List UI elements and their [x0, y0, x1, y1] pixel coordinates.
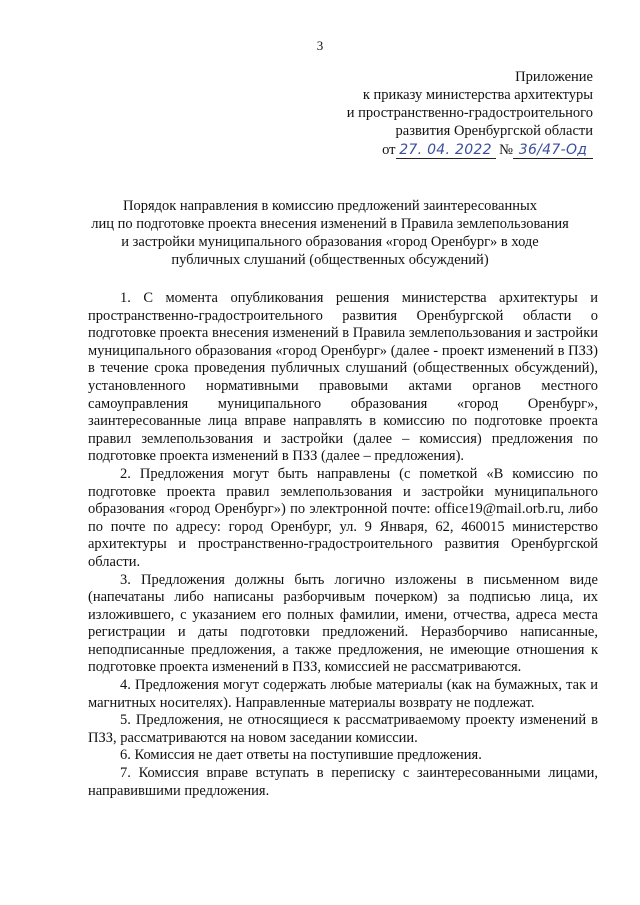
paragraph-1: 1. С момента опубликования решения министерства архитектуры и пространственно-градостроительного развития Оренбургской области о подготовке проекта внесения изменений в Правила землепользования и застройки муниципального образования «город Оренбург» (далее - проект изменений в ПЗЗ) в течение срока проведения публичных слушаний (общественных обсуждений), установленного нормативными правовыми актами органов местного самоуправления муниципального образования «город Оренбург», заинтересованные лица вправе направлять в комиссию по подготовке проекта правил землепользования и застройки (далее – комиссия) предложения по подготовке проекта изменений в ПЗЗ (далее – предложения). — [88, 290, 598, 465]
title-line-4: публичных слушаний (общественных обсуждений) — [171, 252, 489, 268]
paragraph-2: 2. Предложения могут быть направлены (с пометкой «В комиссию по подготовке проекта правил землепользования и застройки муниципального образования «город Оренбург») по электронной почте: office19@mail.orb.ru, либо по почте по адресу: город Оренбург, ул. 9 Января, 62, 460015 министерство архитектуры и пространственно-градостроительного развития Оренбургской области. — [88, 465, 598, 570]
appendix-line-1: Приложение — [515, 69, 593, 85]
appendix-line-4: развития Оренбургской области — [395, 123, 593, 139]
order-date: 27. 04. 2022 — [396, 143, 496, 159]
title-line-2: лиц по подготовке проекта внесения изменений в Правила землепользования — [91, 216, 569, 232]
paragraph-6: 6. Комиссия не дает ответы на поступившие предложения. — [120, 747, 482, 764]
paragraph-5: 5. Предложения, не относящиеся к рассматриваемому проекту изменений в ПЗЗ, рассматриваются на новом заседании комиссии. — [88, 712, 598, 746]
paragraph-3: 3. Предложения должны быть логично изложены в письменном виде (напечатаны либо написаны разборчивым почерком) за подписью лица, их изложившего, с указанием его полных фамилии, имени, отчества, адреса места регистрации и даты подготовки предложений. Неразборчиво написанные, неподписанные предложения, а также предложения, не имеющие отношения к подготовке проекта изменений в ПЗЗ, комиссией не рассматриваются. — [88, 571, 598, 676]
title-line-1: Порядок направления в комиссию предложений заинтересованных — [122, 198, 538, 214]
order-number: 36/47-Од — [513, 143, 593, 159]
appendix-block — [347, 68, 593, 159]
document-title — [60, 197, 600, 269]
paragraph-7: 7. Комиссия вправе вступать в переписку с заинтересованными лицами, направившими предложения. — [88, 765, 598, 799]
from-label: от — [382, 142, 396, 158]
title-line-3: и застройки муниципального образования «город Оренбург» в ходе — [121, 234, 539, 250]
order-date-number — [382, 141, 593, 159]
appendix-line-2: к приказу министерства архитектуры — [362, 87, 593, 103]
document-body — [88, 290, 598, 800]
appendix-line-3: и пространственно-градостроительного — [346, 105, 593, 121]
page-number: 3 — [316, 38, 324, 53]
paragraph-4: 4. Предложения могут содержать любые материалы (как на бумажных, так и магнитных носителях). Направленные материалы возврату не подлежат. — [88, 677, 598, 711]
number-label: № — [499, 142, 513, 158]
